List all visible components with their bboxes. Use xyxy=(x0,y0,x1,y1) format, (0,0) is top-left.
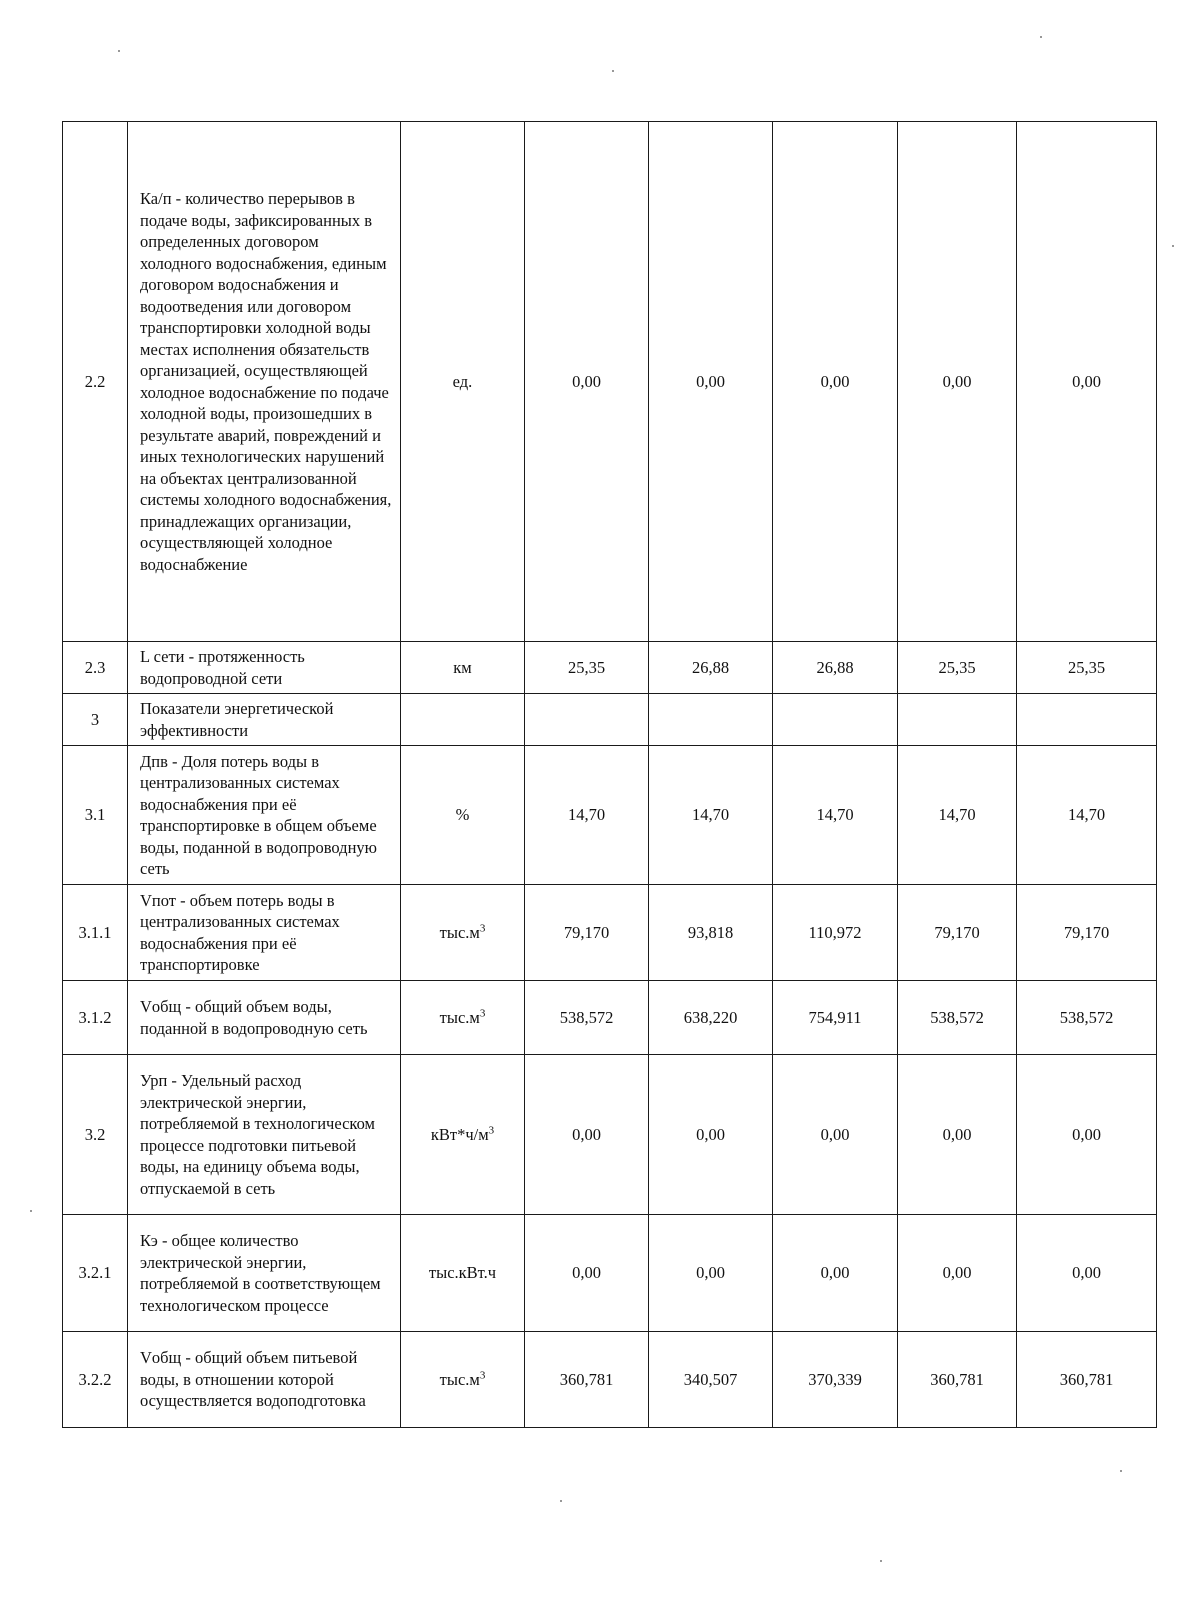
row-value: 754,911 xyxy=(773,981,898,1055)
row-value: 25,35 xyxy=(525,642,649,694)
row-value: 26,88 xyxy=(649,642,773,694)
row-unit xyxy=(401,1055,525,1215)
row-description: Кэ - общее количество электрической энергии, потребляемой в соответствующем технологическом процессе xyxy=(128,1215,401,1332)
row-value xyxy=(1017,694,1157,746)
row-value: 0,00 xyxy=(1017,1215,1157,1332)
row-unit xyxy=(401,981,525,1055)
row-description: L сети - протяженность водопроводной сети xyxy=(128,642,401,694)
row-value: 14,70 xyxy=(898,746,1017,885)
table-row xyxy=(63,885,1157,981)
row-unit xyxy=(401,122,525,642)
row-value: 370,339 xyxy=(773,1332,898,1428)
scan-speck xyxy=(880,1560,882,1562)
row-value: 79,170 xyxy=(1017,885,1157,981)
unit-text: тыс.м xyxy=(439,922,480,942)
unit-text: ед. xyxy=(452,371,473,391)
row-description: Дпв - Доля потерь воды в централизованных системах водоснабжения при её транспортировке в общем объеме воды, поданной в водопроводную сеть xyxy=(128,746,401,885)
row-unit xyxy=(401,1332,525,1428)
row-unit xyxy=(401,694,525,746)
row-value xyxy=(773,694,898,746)
indicators-table xyxy=(62,121,1157,1428)
row-description: Показатели энергетической эффективности xyxy=(128,694,401,746)
unit-text: тыс.м xyxy=(439,1369,480,1389)
row-unit xyxy=(401,642,525,694)
row-value: 0,00 xyxy=(898,1215,1017,1332)
row-number: 3.1 xyxy=(63,746,128,885)
row-value: 340,507 xyxy=(649,1332,773,1428)
scan-speck xyxy=(30,1210,32,1212)
row-description: Урп - Удельный расход электрической энергии, потребляемой в технологическом процессе подготовки питьевой воды, на единицу объема воды, отпускаемой в сеть xyxy=(128,1055,401,1215)
table-row xyxy=(63,1055,1157,1215)
row-description: Ка/п - количество перерывов в подаче воды, зафиксированных в определенных договором холодного водоснабжения, единым договором водоснабжения и водоотведения или договором транспортировки холодной воды местах исполнения обязательств организацией, осуществляющей холодное водоснабжение по подаче холодной воды, произошедших в результате аварий, повреждений и иных технологических нарушений на объектах централизованной системы холодного водоснабжения, принадлежащих организации, осуществляющей холодное водоснабжение xyxy=(128,122,401,642)
row-number: 3.1.2 xyxy=(63,981,128,1055)
row-value: 360,781 xyxy=(1017,1332,1157,1428)
row-unit xyxy=(401,746,525,885)
row-value: 0,00 xyxy=(1017,1055,1157,1215)
table-row xyxy=(63,122,1157,642)
row-value: 0,00 xyxy=(898,122,1017,642)
row-value: 79,170 xyxy=(898,885,1017,981)
row-number: 3.2.2 xyxy=(63,1332,128,1428)
table-row xyxy=(63,1215,1157,1332)
row-value: 360,781 xyxy=(525,1332,649,1428)
row-value: 14,70 xyxy=(525,746,649,885)
row-value: 0,00 xyxy=(525,1055,649,1215)
unit-text: % xyxy=(455,805,470,825)
row-value: 538,572 xyxy=(1017,981,1157,1055)
row-description: Vобщ - общий объем питьевой воды, в отношении которой осуществляется водоподготовка xyxy=(128,1332,401,1428)
table-row xyxy=(63,981,1157,1055)
row-value: 0,00 xyxy=(525,1215,649,1332)
row-value xyxy=(898,694,1017,746)
row-value: 26,88 xyxy=(773,642,898,694)
unit-text: км xyxy=(453,657,472,677)
row-description: Vобщ - общий объем воды, поданной в водопроводную сеть xyxy=(128,981,401,1055)
table-row xyxy=(63,694,1157,746)
row-value: 0,00 xyxy=(649,122,773,642)
row-value: 0,00 xyxy=(525,122,649,642)
table-row xyxy=(63,1332,1157,1428)
table-row xyxy=(63,642,1157,694)
row-number: 3 xyxy=(63,694,128,746)
row-unit xyxy=(401,1215,525,1332)
row-value: 538,572 xyxy=(898,981,1017,1055)
row-value: 0,00 xyxy=(773,1215,898,1332)
unit-superscript: 3 xyxy=(488,1124,495,1137)
row-value: 110,972 xyxy=(773,885,898,981)
row-value: 14,70 xyxy=(649,746,773,885)
row-value: 93,818 xyxy=(649,885,773,981)
scan-speck xyxy=(612,70,614,72)
row-unit xyxy=(401,885,525,981)
unit-text: кВт*ч/м xyxy=(430,1124,489,1144)
row-number: 3.1.1 xyxy=(63,885,128,981)
row-number: 3.2.1 xyxy=(63,1215,128,1332)
scan-speck xyxy=(118,50,120,52)
row-value: 638,220 xyxy=(649,981,773,1055)
unit-text: тыс.м xyxy=(439,1007,480,1027)
scan-speck xyxy=(1120,1470,1122,1472)
row-value: 79,170 xyxy=(525,885,649,981)
row-value: 0,00 xyxy=(773,1055,898,1215)
row-number: 2.2 xyxy=(63,122,128,642)
unit-text: тыс.кВт.ч xyxy=(428,1263,497,1283)
row-number: 2.3 xyxy=(63,642,128,694)
row-value: 538,572 xyxy=(525,981,649,1055)
unit-superscript: 3 xyxy=(479,922,486,935)
unit-superscript: 3 xyxy=(479,1007,486,1020)
scan-speck xyxy=(1172,245,1174,247)
scan-speck xyxy=(1040,36,1042,38)
row-value: 25,35 xyxy=(898,642,1017,694)
row-value xyxy=(525,694,649,746)
row-value: 0,00 xyxy=(1017,122,1157,642)
row-value xyxy=(649,694,773,746)
row-number: 3.2 xyxy=(63,1055,128,1215)
row-value: 25,35 xyxy=(1017,642,1157,694)
row-value: 14,70 xyxy=(773,746,898,885)
scan-speck xyxy=(560,1500,562,1502)
row-value: 0,00 xyxy=(649,1215,773,1332)
row-value: 360,781 xyxy=(898,1332,1017,1428)
row-description: Vпот - объем потерь воды в централизованных системах водоснабжения при её транспортировке xyxy=(128,885,401,981)
table-row xyxy=(63,746,1157,885)
row-value: 0,00 xyxy=(898,1055,1017,1215)
row-value: 0,00 xyxy=(773,122,898,642)
row-value: 0,00 xyxy=(649,1055,773,1215)
row-value: 14,70 xyxy=(1017,746,1157,885)
unit-superscript: 3 xyxy=(479,1369,486,1382)
